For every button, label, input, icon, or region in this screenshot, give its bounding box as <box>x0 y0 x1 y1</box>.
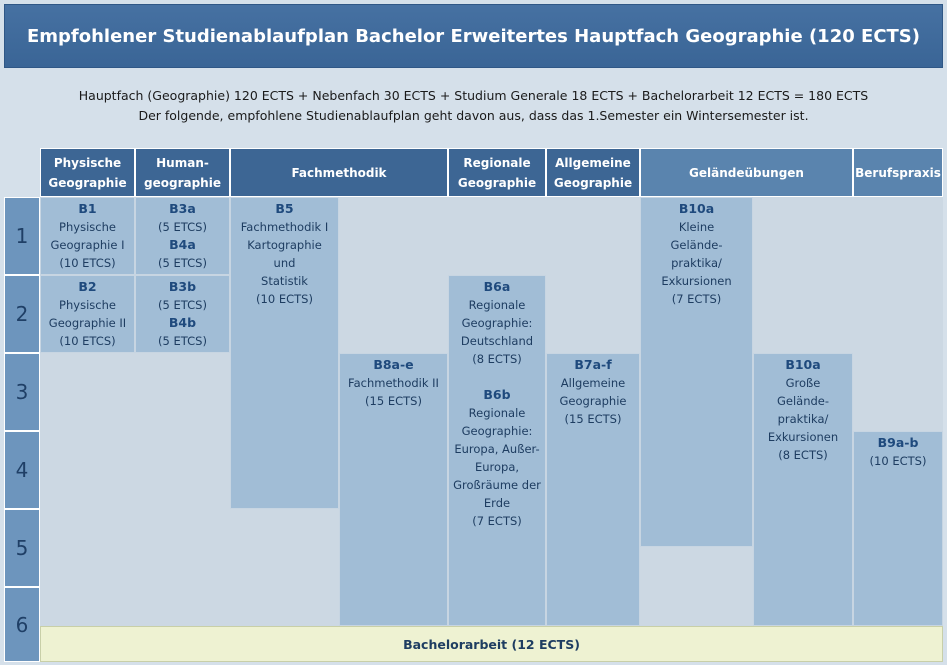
module-ects: (10 ETCS) <box>59 256 116 270</box>
module-code: B10a <box>785 357 821 372</box>
semester-5: 5 <box>4 509 40 587</box>
header-gelaendeuebungen <box>640 148 853 197</box>
header-line: Berufspraxis <box>855 165 941 180</box>
module-line: praktika/ <box>777 412 829 426</box>
header-line: Geographie <box>553 175 633 190</box>
semester-6: 6 <box>4 587 40 662</box>
module-line: praktika/ <box>671 256 722 270</box>
module-line: Europa, <box>474 460 520 474</box>
module-line: Exkursionen <box>661 274 732 288</box>
module-b6 <box>448 275 546 626</box>
module-code: B5 <box>275 201 294 216</box>
module-line: Gelände- <box>670 238 723 252</box>
module-line: Geographie <box>559 394 627 408</box>
module-line: Geographie: <box>461 424 533 438</box>
module-code: B3b <box>168 279 197 294</box>
module-ects: (15 ECTS) <box>365 394 422 408</box>
module-b1 <box>40 197 135 275</box>
module-code: B9a-b <box>877 435 919 450</box>
empty-slot <box>753 197 853 353</box>
module-code: B6a <box>483 279 511 294</box>
module-ects: (7 ECTS) <box>671 292 722 306</box>
module-line: Regionale <box>468 298 526 312</box>
module-line: Statistik <box>261 274 308 288</box>
empty-slot <box>448 197 546 275</box>
module-ects: (10 ECTS) <box>256 292 313 306</box>
header-physische-geographie <box>40 148 135 197</box>
module-line: Fachmethodik I <box>240 220 329 234</box>
empty-slot <box>546 197 640 353</box>
module-line: Geographie: <box>461 316 533 330</box>
empty-slot <box>339 197 448 353</box>
header-line: geographie <box>144 175 221 190</box>
semester-3: 3 <box>4 353 40 431</box>
module-ects: (5 ETCS) <box>158 220 207 234</box>
module-line: Fachmethodik II <box>348 376 439 390</box>
module-line: Kartographie <box>247 238 322 252</box>
bachelor-thesis: Bachelorarbeit (12 ECTS) <box>40 626 943 662</box>
module-line: Erde <box>483 496 511 510</box>
module-b9a-b <box>853 431 943 626</box>
header-berufspraxis <box>853 148 943 197</box>
header-allgemeine-geographie <box>546 148 640 197</box>
semester-4: 4 <box>4 431 40 509</box>
header-line: Allgemeine <box>555 155 631 170</box>
module-line: Allgemeine <box>560 376 626 390</box>
module-b5 <box>230 197 339 509</box>
header-line: Fachmethodik <box>291 165 387 180</box>
header-line: Regionale <box>463 155 531 170</box>
module-line: Exkursionen <box>767 430 839 444</box>
module-b10a-grosse <box>753 353 853 626</box>
module-b8a-e <box>339 353 448 626</box>
subtitle-ects-sum: Hauptfach (Geographie) 120 ECTS + Nebenfach 30 ECTS + Studium Generale 18 ECTS + Bachelorarbeit 12 ECTS = 180 ECTS <box>78 88 869 103</box>
header-line: Physische <box>53 155 122 170</box>
module-code: B2 <box>78 279 97 294</box>
header-line: Human- <box>156 155 209 170</box>
header-line: Geländeübungen <box>689 165 804 180</box>
module-ects: (5 ETCS) <box>158 298 207 312</box>
module-code: B3a <box>169 201 196 216</box>
module-line: und <box>273 256 296 270</box>
header-fachmethodik <box>230 148 448 197</box>
module-line: Kleine <box>678 220 715 234</box>
module-code: B8a-e <box>373 357 414 372</box>
module-ects: (5 ETCS) <box>158 334 207 348</box>
header-line: Geographie <box>457 175 537 190</box>
module-b3a-b4a <box>135 197 230 275</box>
module-code: B7a-f <box>574 357 612 372</box>
module-ects: (5 ETCS) <box>158 256 207 270</box>
module-ects: (8 ECTS) <box>472 352 522 366</box>
module-code: B1 <box>78 201 97 216</box>
module-line: Gelände- <box>776 394 830 408</box>
module-code: B4a <box>169 237 196 252</box>
module-ects: (15 ECTS) <box>564 412 622 426</box>
header-humangeographie <box>135 148 230 197</box>
module-ects: (7 ECTS) <box>472 514 522 528</box>
subtitle <box>4 86 943 126</box>
module-line: Physische <box>59 220 116 234</box>
module-line: Deutschland <box>460 334 534 348</box>
module-b3b-b4b <box>135 275 230 353</box>
module-line: Große <box>785 376 821 390</box>
module-b7a-f <box>546 353 640 626</box>
page-title: Empfohlener Studienablaufplan Bachelor Erweitertes Hauptfach Geographie (120 ECTS) <box>4 4 943 68</box>
semester-1: 1 <box>4 197 40 275</box>
module-code: B6b <box>483 387 511 402</box>
subtitle-note: Der folgende, empfohlene Studienablaufplan geht davon aus, dass das 1.Semester ein Wintersemester ist. <box>138 108 809 123</box>
module-line: Regionale <box>468 406 526 420</box>
module-code: B10a <box>678 201 715 216</box>
module-b10a-kleine <box>640 197 753 547</box>
module-ects: (10 ETCS) <box>59 334 116 348</box>
module-line: Europa, Außer- <box>454 442 540 456</box>
module-line: Großräume der <box>453 478 541 492</box>
module-ects: (10 ECTS) <box>869 454 927 468</box>
empty-slot <box>40 353 230 626</box>
module-line: Geographie II <box>48 316 127 330</box>
empty-slot <box>853 197 943 431</box>
empty-slot <box>640 547 753 626</box>
module-line: Geographie I <box>50 238 125 252</box>
module-line: Physische <box>59 298 116 312</box>
module-b2 <box>40 275 135 353</box>
module-code: B4b <box>168 315 197 330</box>
header-line: Geographie <box>48 175 127 190</box>
header-regionale-geographie <box>448 148 546 197</box>
module-ects: (8 ECTS) <box>778 448 828 462</box>
empty-slot <box>230 509 339 626</box>
semester-2: 2 <box>4 275 40 353</box>
